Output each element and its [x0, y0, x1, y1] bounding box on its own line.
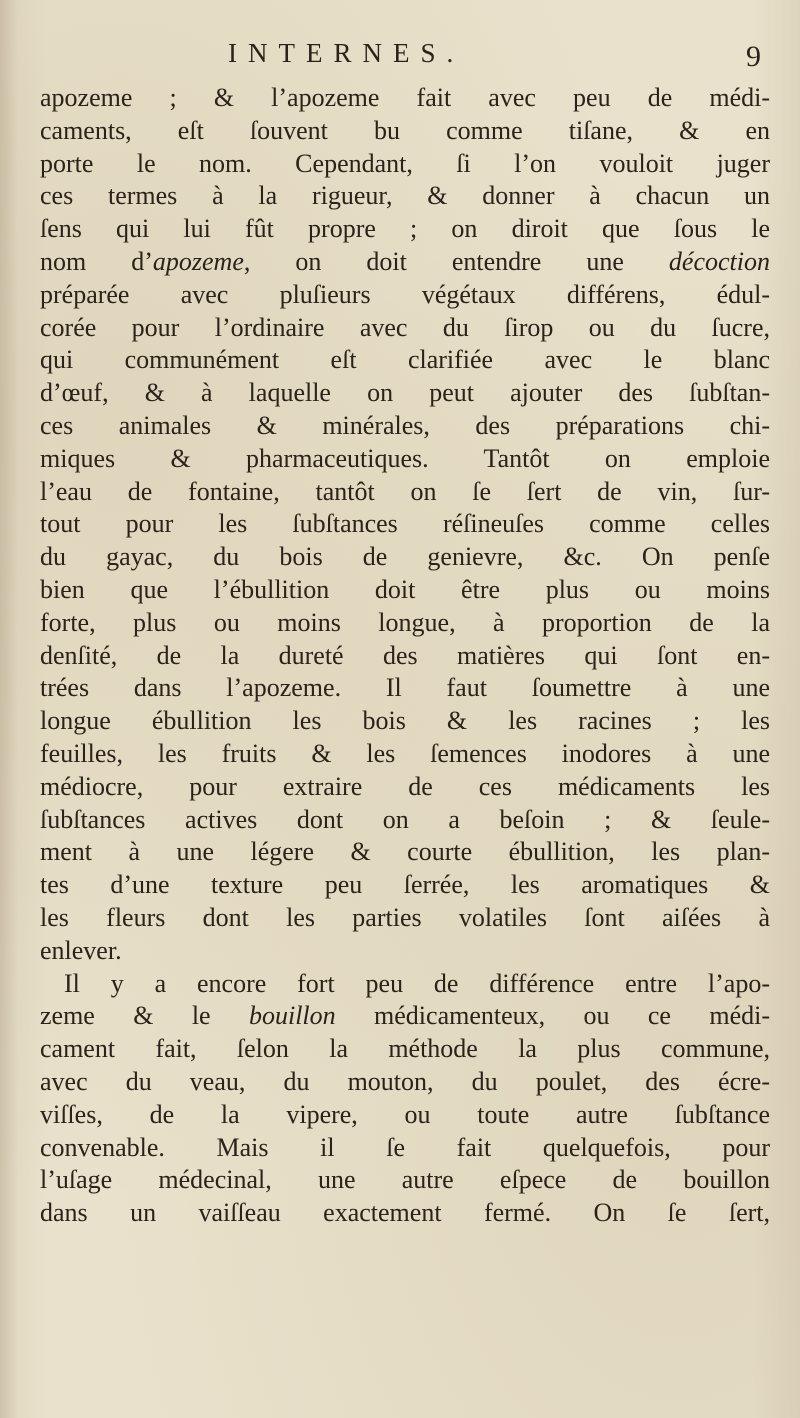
text-line	[40, 246, 770, 279]
text-line	[40, 1033, 770, 1066]
text-line	[40, 344, 770, 377]
text-segment: porte le nom. Cependant, ſi l’on vouloit juger	[40, 148, 770, 178]
text-line	[40, 1197, 770, 1230]
text-segment: Il y a encore fort peu de différence entre l’apo-	[64, 968, 770, 998]
text-segment: convenable. Mais il ſe fait quelquefois, pour	[40, 1132, 770, 1162]
page-fold-shadow	[0, 0, 18, 1418]
text-segment: zeme & le	[40, 1001, 249, 1031]
text-segment: l’eau de fontaine, tantôt on ſe ſert de vin, ſur-	[40, 476, 770, 506]
text-segment: d’œuf, & à laquelle on peut ajouter des ſubſtan-	[40, 378, 770, 408]
text-line	[40, 410, 770, 443]
text-segment: médiocre, pour extraire de ces médicaments les	[40, 771, 770, 801]
text-segment: miques & pharmaceutiques. Tantôt on emploie	[40, 443, 770, 473]
text-segment: enlever.	[40, 935, 122, 965]
text-line	[40, 443, 770, 476]
text-segment: l’uſage médecinal, une autre eſpece de bouillon	[40, 1165, 770, 1195]
italic-term: décoction	[668, 246, 770, 276]
text-segment: ces termes à la rigueur, & donner à chacun un	[40, 181, 770, 211]
text-segment: préparée avec pluſieurs végétaux différens, édul-	[40, 279, 770, 309]
text-line	[40, 607, 770, 640]
text-segment: trées dans l’apozeme. Il faut ſoumettre à une	[40, 673, 770, 703]
page-number: 9	[746, 40, 761, 73]
text-line	[40, 902, 770, 935]
text-line	[40, 213, 770, 246]
text-line	[40, 476, 770, 509]
text-segment: nom d’	[40, 246, 153, 276]
text-line	[40, 672, 770, 705]
text-line	[40, 935, 770, 968]
text-line	[40, 1099, 770, 1132]
text-line	[40, 82, 770, 115]
text-segment: longue ébullition les bois & les racines ; les	[40, 706, 770, 736]
text-segment: ces animales & minérales, des préparations chi-	[40, 410, 770, 440]
text-segment: ment à une légere & courte ébullition, les plan-	[40, 837, 770, 867]
text-line	[40, 705, 770, 738]
text-segment: apozeme ; & l’apozeme fait avec peu de médi-	[40, 83, 770, 112]
text-line	[40, 738, 770, 771]
text-line	[40, 574, 770, 607]
body-text	[40, 82, 770, 1230]
text-line	[40, 869, 770, 902]
text-line	[40, 836, 770, 869]
text-line	[40, 968, 770, 1001]
text-segment: , on doit entendre une	[243, 246, 669, 276]
italic-term: bouillon	[248, 1001, 336, 1031]
text-segment: bien que l’ébullition doit être plus ou moins	[40, 574, 770, 604]
text-line	[40, 508, 770, 541]
text-segment: caments, eſt ſouvent bu comme tiſane, & en	[40, 115, 770, 145]
text-line	[40, 1066, 770, 1099]
text-segment: tes d’une texture peu ſerrée, les aromatiques &	[40, 870, 770, 900]
text-line	[40, 180, 770, 213]
text-line	[40, 541, 770, 574]
text-segment: ſens qui lui fût propre ; on diroit que ſous le	[40, 214, 770, 244]
text-segment: dans un vaiſſeau exactement fermé. On ſe ſert,	[40, 1198, 770, 1228]
text-segment: qui communément eſt clarifiée avec le blanc	[40, 345, 770, 375]
text-segment: les fleurs dont les parties volatiles ſont aiſées à	[40, 902, 770, 932]
text-line	[40, 1164, 770, 1197]
text-line	[40, 279, 770, 312]
text-segment: viſſes, de la vipere, ou toute autre ſubſtance	[40, 1099, 770, 1129]
text-segment: médicamenteux, ou ce médi-	[335, 1001, 770, 1031]
text-segment: avec du veau, du mouton, du poulet, des écre-	[40, 1066, 770, 1096]
italic-term: apozeme	[152, 246, 244, 276]
text-segment: ſubſtances actives dont on a beſoin ; & ſeule-	[40, 804, 770, 834]
text-segment: feuilles, les fruits & les ſemences inodores à une	[40, 738, 770, 768]
running-head: INTERNES.	[228, 38, 465, 68]
text-line	[40, 115, 770, 148]
text-line	[40, 1000, 770, 1033]
text-line	[40, 1132, 770, 1165]
text-segment: cament fait, ſelon la méthode la plus commune,	[40, 1034, 770, 1064]
text-segment: forte, plus ou moins longue, à proportion de la	[40, 607, 770, 637]
text-line	[40, 804, 770, 837]
text-line	[40, 148, 770, 181]
text-segment: du gayac, du bois de genievre, &c. On penſe	[40, 542, 770, 572]
text-segment: denſité, de la dureté des matières qui ſont en-	[40, 640, 770, 670]
text-line	[40, 312, 770, 345]
text-line	[40, 771, 770, 804]
text-line	[40, 640, 770, 673]
page-header	[0, 38, 800, 78]
text-segment: corée pour l’ordinaire avec du ſirop ou du ſucre,	[40, 312, 770, 342]
text-segment: tout pour les ſubſtances réſineuſes comme celles	[40, 509, 770, 539]
text-line	[40, 377, 770, 410]
